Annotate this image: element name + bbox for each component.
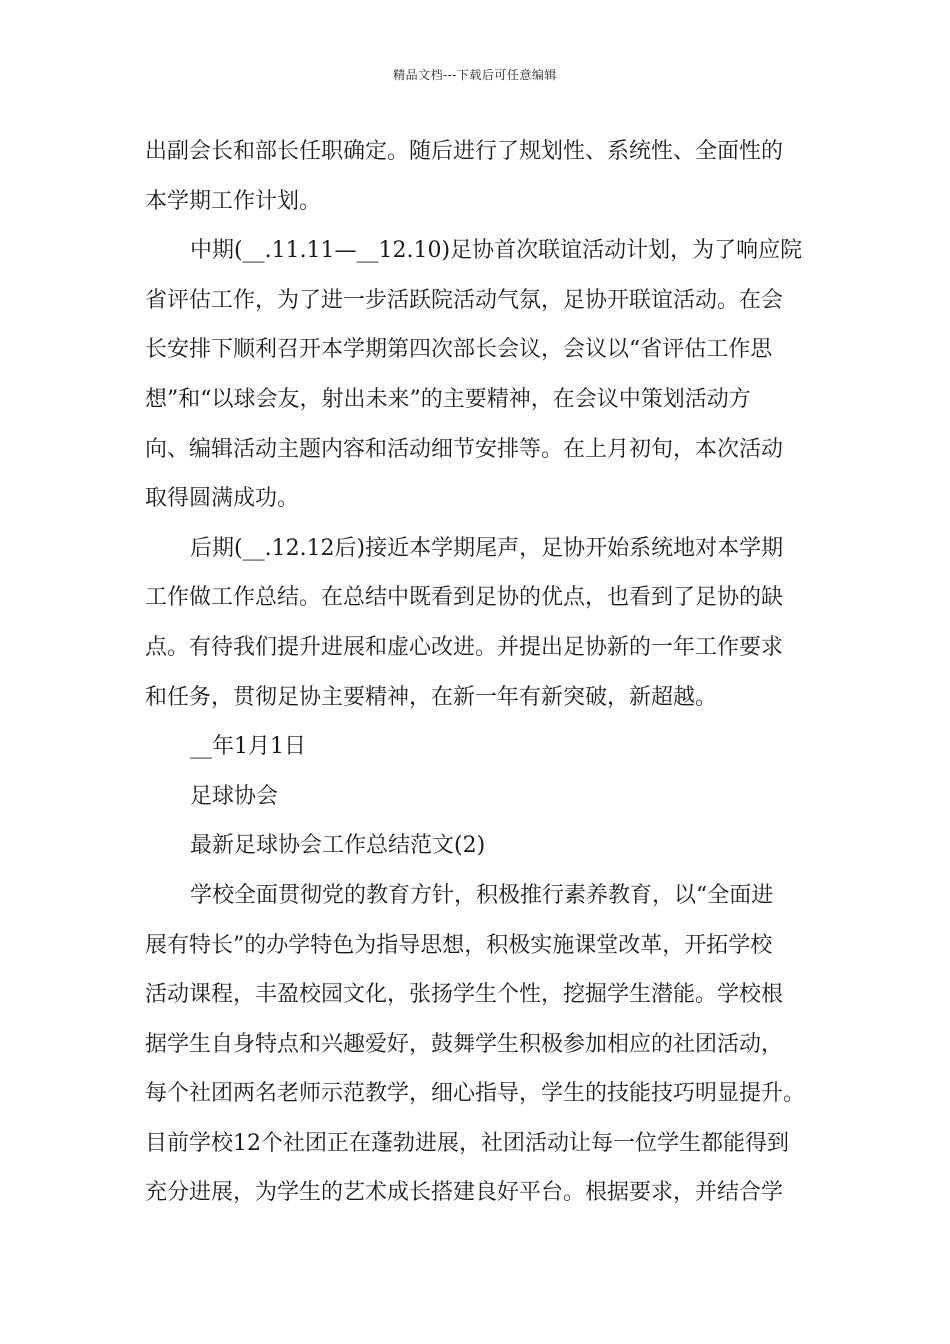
text-line: 展有特长”的办学特色为指导思想，积极实施课堂改革，开拓学校: [145, 932, 773, 958]
document-body: [145, 127, 820, 1218]
paragraph-start: 学校全面贯彻党的教育方针，积极推行素养教育，以“全面进: [190, 882, 774, 908]
text-line: 省评估工作，为了进一步活跃院活动气氛，足协开联谊活动。在会: [145, 287, 784, 313]
text-line: 取得圆满成功。: [145, 486, 300, 512]
text-line: 本学期工作计划。: [145, 188, 322, 214]
section-title: 最新足球协会工作总结范文(2): [190, 833, 486, 859]
text-line: 每个社团两名老师示范教学，细心指导，学生的技能技巧明显提升。: [145, 1081, 806, 1107]
text-line: 工作做工作总结。在总结中既看到足协的优点，也看到了足协的缺: [145, 585, 784, 611]
text-line: 据学生自身特点和兴趣爱好，鼓舞学生积极参加相应的社团活动，: [145, 1031, 784, 1057]
text-line: 目前学校12个社团正在蓬勃进展，社团活动让每一位学生都能得到: [145, 1130, 789, 1156]
text-line: 和任务，贯彻足协主要精神，在新一年有新突破，新超越。: [145, 684, 718, 710]
paragraph-start: 中期(__.11.11—__12.10)足协首次联谊活动计划，为了响应院: [190, 238, 803, 264]
paragraph-start: 后期(__.12.12后)接近本学期尾声，足协开始系统地对本学期: [190, 535, 784, 561]
text-line: 向、编辑活动主题内容和活动细节安排等。在上月初旬，本次活动: [145, 436, 784, 462]
text-line: 充分进展，为学生的艺术成长搭建良好平台。根据要求，并结合学: [145, 1180, 784, 1206]
date-line: __年1月1日: [190, 734, 306, 760]
text-line: 出副会长和部长任职确定。随后进行了规划性、系统性、全面性的: [145, 139, 784, 164]
text-line: 活动课程，丰盈校园文化，张扬学生个性，挖掘学生潜能。学校根: [145, 982, 784, 1008]
text-line: 点。有待我们提升进展和虚心改进。并提出足协新的一年工作要求: [145, 634, 784, 660]
signature-line: 足球协会: [190, 783, 279, 809]
text-line: 想”和“以球会友，射出未来”的主要精神，在会议中策划活动方: [145, 386, 751, 412]
text-line: 长安排下顺利召开本学期第四次部长会议，会议以“省评估工作思: [145, 337, 773, 363]
page-header: 精品文档---下载后可任意编辑: [393, 68, 557, 82]
